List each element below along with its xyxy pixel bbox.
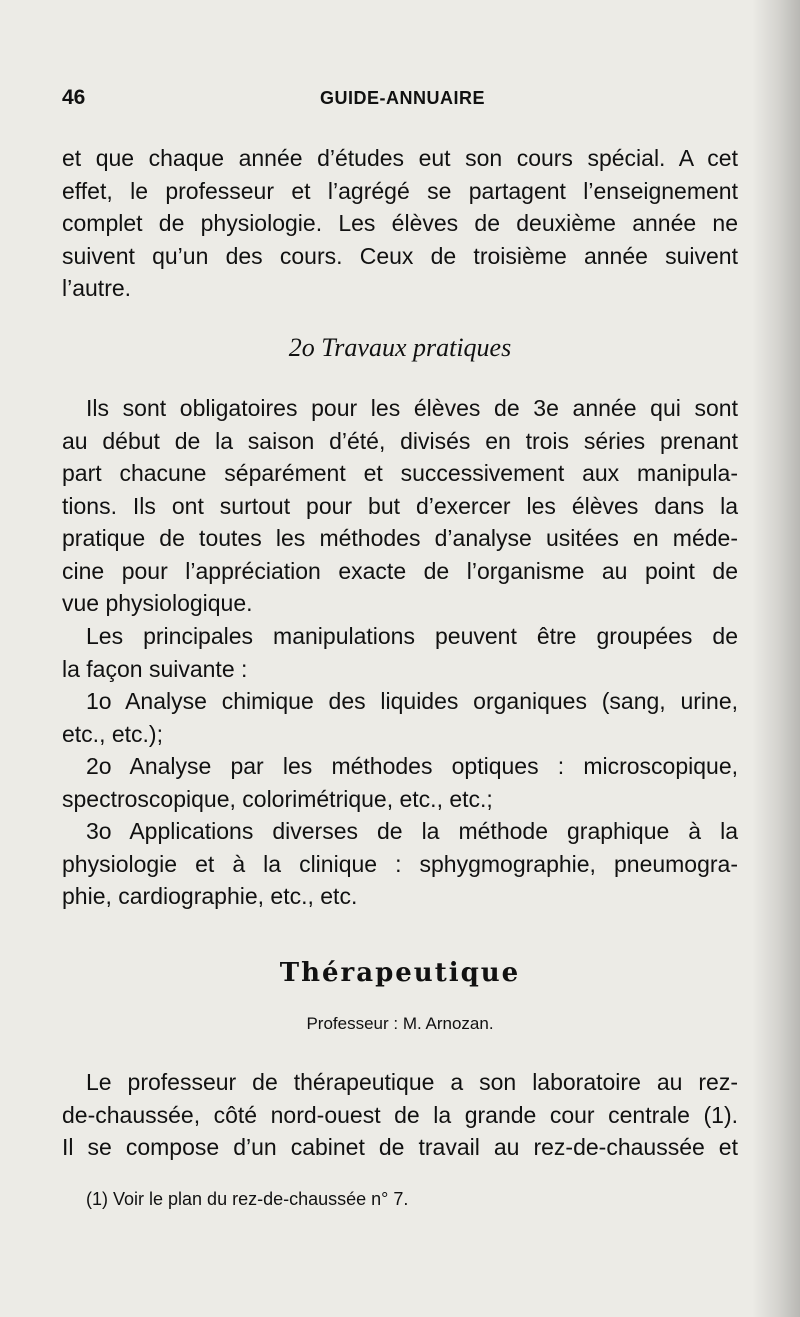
text-line: de-chaussée, côté nord-ouest de la grande cour centrale (1). bbox=[62, 1101, 738, 1128]
running-head: GUIDE-ANNUAIRE bbox=[320, 88, 486, 108]
section-title: 2o Travaux pratiques bbox=[288, 333, 512, 362]
list-item-1 bbox=[62, 685, 738, 750]
text-line: phie, cardiographie, etc., etc. bbox=[62, 883, 358, 909]
page-number: 46 bbox=[62, 86, 86, 109]
text-line: effet, le professeur et l’agrégé se partagent l’enseignement bbox=[62, 177, 738, 204]
text-line: Les principales manipulations peuvent être groupées de bbox=[86, 623, 738, 649]
text-line: Il se compose d’un cabinet de travail au rez-de-chaussée et bbox=[62, 1134, 738, 1160]
professor-line: Professeur : M. Arnozan. bbox=[306, 1014, 494, 1033]
text-line: 2o Analyse par les méthodes optiques : microscopique, bbox=[86, 753, 738, 779]
text-line: part chacune séparément et successivement aux manipula- bbox=[62, 460, 738, 486]
text-line: suivent qu’un des cours. Ceux de troisième année suivent bbox=[62, 242, 738, 269]
paragraph-therapeutique bbox=[62, 1066, 738, 1164]
text-line: 1o Analyse chimique des liquides organiques (sang, urine, bbox=[86, 688, 738, 714]
text-line: Ils sont obligatoires pour les élèves de 3e année qui sont bbox=[86, 395, 738, 421]
text-line: cine pour l’appréciation exacte de l’organisme au point de bbox=[62, 557, 738, 584]
text-line: etc., etc.); bbox=[62, 720, 163, 747]
paragraph-manipulations bbox=[62, 620, 738, 685]
text-line: la façon suivante : bbox=[62, 655, 248, 682]
footnote: (1) Voir le plan du rez-de-chaussée n° 7. bbox=[86, 1189, 409, 1209]
text-line: spectroscopique, colorimétrique, etc., etc.; bbox=[62, 785, 493, 812]
text-line: complet de physiologie. Les élèves de deuxième année ne bbox=[62, 210, 738, 236]
text-line: Le professeur de thérapeutique a son laboratoire au rez- bbox=[86, 1069, 738, 1095]
paragraph-intro bbox=[62, 142, 738, 305]
list-item-3 bbox=[62, 815, 738, 913]
text-line: au début de la saison d’été, divisés en trois séries prenant bbox=[62, 427, 738, 454]
text-line: vue physiologique. bbox=[62, 590, 253, 616]
page-edge-shadow bbox=[752, 0, 800, 1317]
text-line: l’autre. bbox=[62, 275, 132, 301]
page-header bbox=[62, 86, 748, 116]
chapter-title: Thérapeutique bbox=[279, 958, 521, 988]
text-line: physiologie et à la clinique : sphygmographie, pneumogra- bbox=[62, 850, 738, 877]
text-line: pratique de toutes les méthodes d’analyse usitées en méde- bbox=[62, 525, 738, 551]
text-line: et que chaque année d’études eut son cours spécial. A cet bbox=[62, 145, 738, 171]
text-line: tions. Ils ont surtout pour but d’exercer les élèves dans la bbox=[62, 492, 738, 519]
paragraph-travaux bbox=[62, 392, 738, 620]
text-line: 3o Applications diverses de la méthode graphique à la bbox=[86, 818, 738, 844]
list-item-2 bbox=[62, 750, 738, 815]
